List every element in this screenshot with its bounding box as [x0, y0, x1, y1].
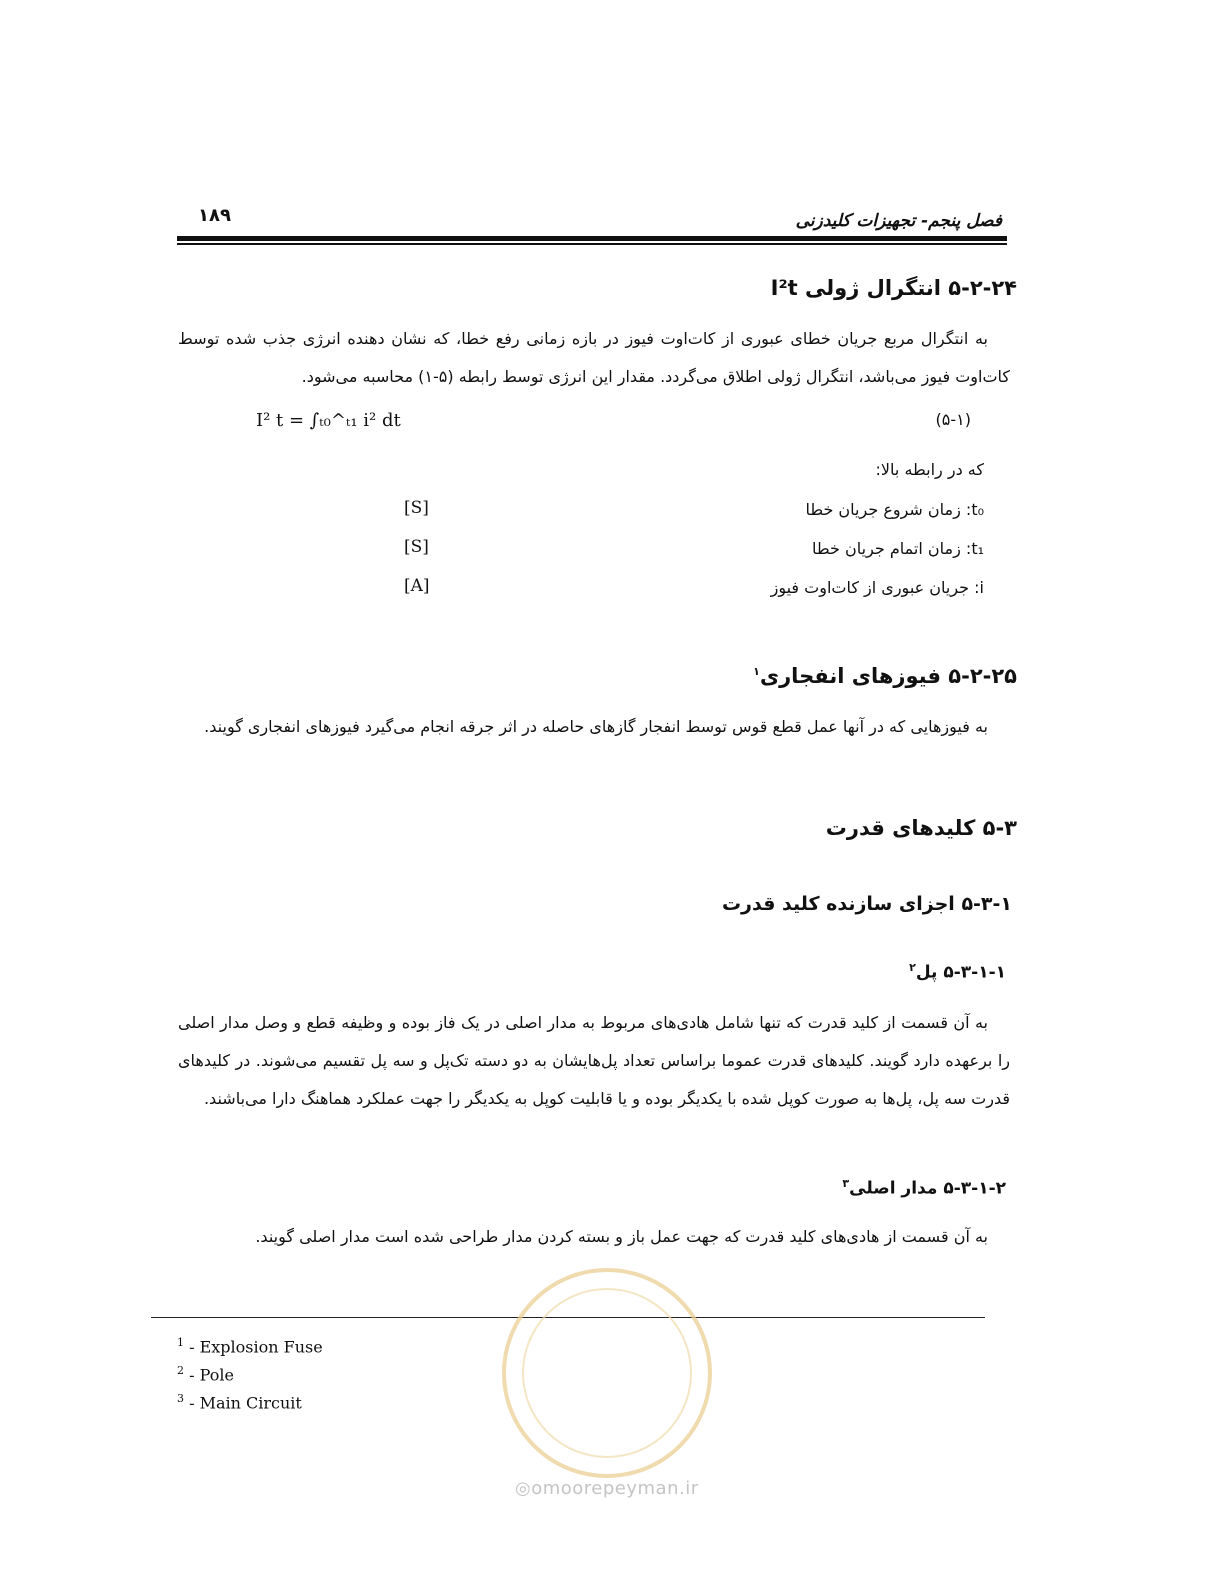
heading-main-circuit-text: ۵-۳-۱-۲ مدار اصلی: [849, 1178, 1006, 1199]
paragraph-joule-integral-text: به انتگرال مربع جریان خطای عبوری از کات‌اوت فیوز در بازه زمانی رفع خطا، که نشان دهنده انرژی جذب شده توسط کات‌اوت فیوز می‌باشد، انتگرال ژولی اطلاق می‌گردد. مقدار این انرژی توسط رابطه (۵-۱) محاسبه می‌شود.: [178, 329, 1010, 386]
definition-unit: [S]: [404, 537, 429, 557]
paragraph-explosion-fuses-text: به فیوزهایی که در آنها عمل قطع قوس توسط انفجار گازهای حاصله در اثر جرقه انجام می‌گیرد فیوزهای انفجاری گویند.: [204, 717, 988, 736]
footnote-ref[interactable]: ۳: [842, 1177, 850, 1190]
heading-switch-components: ۵-۳-۱ اجزای سازنده کلید قدرت: [721, 893, 1012, 915]
globe-icon: ◎: [515, 1478, 532, 1499]
footnote-ref[interactable]: ۲: [909, 961, 916, 974]
definition-row: [771, 578, 984, 597]
paragraph-pole-text: به آن قسمت از کلید قدرت که تنها شامل هادی‌های مربوط به مدار اصلی در یک فاز بوده و وظیفه قطع و وصل مدار اصلی را برعهده دارد گویند. کلیدهای قدرت عموما براساس تعداد پل‌هایشان به دو دسته تک‌پل و سه پل تقسیم می‌شوند. در کلیدهای قدرت سه پل، پل‌ها به صورت کوپل شده با یکدیگر بوده و یا قابلیت کوپل به یکدیگر را جهت عملکرد هماهنگ دارا می‌باشند.: [178, 1013, 1010, 1108]
header-rule-thin: [177, 243, 1007, 245]
footnote-3: [177, 1392, 302, 1412]
definition-term: t₀: زمان شروع جریان خطا: [805, 500, 984, 519]
paragraph-joule-integral: [178, 320, 1010, 396]
footnote-text: - Main Circuit: [189, 1393, 302, 1413]
footnote-number: 3: [177, 1392, 184, 1405]
heading-explosion-fuses-text: ۵-۲-۲۵ فیوزهای انفجاری: [759, 664, 1017, 688]
header-rule-thick: [177, 236, 1007, 241]
definition-row: [812, 539, 984, 558]
footnote-number: 2: [177, 1364, 184, 1377]
watermark-seal-inner: [522, 1288, 692, 1458]
paragraph-pole: [178, 1004, 1010, 1118]
heading-explosion-fuses: [753, 664, 1017, 688]
paragraph-main-circuit: [178, 1218, 1010, 1256]
watermark-site: [515, 1478, 699, 1499]
page-number: ۱۸۹: [198, 205, 231, 226]
heading-pole: [909, 961, 1006, 983]
definition-unit: [S]: [404, 498, 429, 518]
definition-term: i: جریان عبوری از کات‌اوت فیوز: [770, 578, 984, 597]
footnote-1: [177, 1336, 323, 1356]
paragraph-explosion-fuses: [178, 708, 1010, 746]
paragraph-main-circuit-text: به آن قسمت از هادی‌های کلید قدرت که جهت عمل باز و بسته کردن مدار طراحی شده است مدار اصلی گویند.: [255, 1227, 988, 1246]
heading-joule-integral: ۵-۲-۲۴ انتگرال ژولی I²t: [770, 276, 1017, 300]
footnote-number: 1: [177, 1336, 184, 1349]
heading-pole-text: ۵-۳-۱-۱ پل: [915, 962, 1006, 983]
footnote-2: [177, 1364, 234, 1384]
watermark-site-text: omoorepeyman.ir: [531, 1478, 699, 1499]
footnote-text: - Pole: [189, 1365, 234, 1385]
heading-power-switches: ۵-۳ کلیدهای قدرت: [825, 816, 1017, 840]
definitions-intro: که در رابطه بالا:: [875, 460, 984, 479]
heading-main-circuit: [842, 1177, 1006, 1199]
formula-joule-integral: I² t = ∫ₜ₀^ₜ₁ i² dt: [256, 410, 401, 431]
definition-row: [805, 500, 984, 519]
formula-number: (۵-۱): [935, 410, 971, 429]
chapter-title: فصل پنجم- تجهیزات کلیدزنی: [795, 211, 1002, 231]
definition-term: t₁: زمان اتمام جریان خطا: [812, 539, 984, 558]
footnote-text: - Explosion Fuse: [189, 1337, 323, 1357]
definition-unit: [A]: [404, 576, 430, 596]
footnote-ref[interactable]: ۱: [753, 665, 760, 678]
